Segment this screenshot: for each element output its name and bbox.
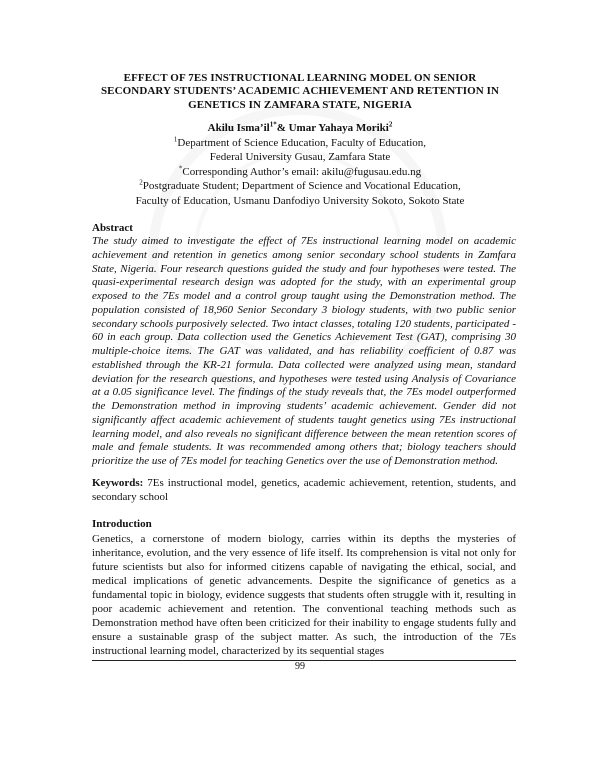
- affiliation-2-line-2: Faculty of Education, Usmanu Danfodiyo University Sokoto, Sokoto State: [135, 194, 465, 207]
- abstract-text: The study aimed to investigate the effect of 7Es instructional learning model on academic achievement and retention in genetics among senior secondary school students in Zamfara State, Nigeria. Four research questions guided the study and four hypotheses were tested. The quasi-experimental research design was adopted for the study, with an experimental group exposed to the 7Es model and a control group taught using the Demonstration method. The population consisted of 18,960 Senior Secondary 3 biology students, with two public senior secondary schools purposively selected. Two intact classes, totaling 120 students, participated - 60 in each group. Data collection used the Genetics Achievement Test (GAT), comprising 30 multiple-choice items. The GAT was validated, and has reliability coefficient of 0.87 was established through the KR-21 formula. Data collected were analyzed using mean, standard deviation for the research questions, and hypotheses were tested using Analysis of Covariance at a 0.05 significance level. The findings of the study reveals that, the 7Es model outperformed the Demonstration method in improving students’ academic achievement. Gender did not significantly affect academic achievement of students taught genetics using 7Es instructional learning model, and also reveals no significant difference between the mean retention scores of male and female students. It was recommended among others that; biology teachers should prioritize the use of 7Es model for teaching Genetics over the use of Demonstration method.: [92, 235, 516, 467]
- introduction-text: Genetics, a cornerstone of modern biology, carries within its depths the mysteries of inheritance, evolution, and the very essence of life itself. Its comprehension is vital not only for future scientists but also for informed citizens capable of navigating the ethical, social, and medical implications of genetic advancements. Despite the significance of genetics as a fundamental topic in biology, evidence suggests that students often struggle with it, resulting in poor academic achievement and retention. The conventional teaching methods such as Demonstration method have often been criticized for their inability to engage students fully and ensure a sustainable grasp of the subject matter. As such, the introduction of the 7Es instructional learning model, characterized by its sequential stages: [92, 533, 516, 658]
- keywords-label: Keywords:: [92, 477, 144, 489]
- introduction-heading: Introduction: [92, 518, 152, 530]
- affiliation-1-line-2: Federal University Gusau, Zamfara State: [209, 151, 391, 164]
- author-1-superscript: 1*: [269, 120, 277, 129]
- abstract-heading: Abstract: [92, 222, 133, 234]
- keywords-list: 7Es instructional model, genetics, academic achievement, retention, students, and secondary school: [92, 477, 516, 503]
- author-names: [95, 121, 505, 136]
- affiliation-2-line-1: $^2$Postgraduate Student; Department of Science and Vocational Education,: [139, 178, 461, 193]
- paper-title: EFFECT OF 7ES INSTRUCTIONAL LEARNING MODEL ON SENIOR SECONDARY STUDENTS’ ACADEMIC ACHIEVEMENT AND RETENTION IN GENETICS IN ZAMFARA STATE, NIGERIA: [100, 72, 500, 111]
- author-2-superscript: 2: [388, 120, 393, 129]
- affiliation-1-line-1: $^1$Department of Science Education, Faculty of Education,: [173, 134, 427, 149]
- keywords-paragraph: [92, 476, 516, 504]
- corresponding-author-email: *Corresponding Author’s email: akilu@fugusau.edu.ng: [178, 164, 422, 178]
- page-number: 99: [295, 661, 305, 672]
- affiliation-1-superscript: 1: [173, 134, 178, 143]
- corresponding-superscript: *: [178, 164, 183, 173]
- author-1-name: Akilu Isma’il: [207, 122, 270, 134]
- author-2-name: Umar Yahaya Moriki: [288, 122, 389, 134]
- affiliation-2-superscript: 2: [139, 178, 143, 187]
- author-block: [95, 121, 505, 209]
- author-conjunction: &: [276, 122, 289, 134]
